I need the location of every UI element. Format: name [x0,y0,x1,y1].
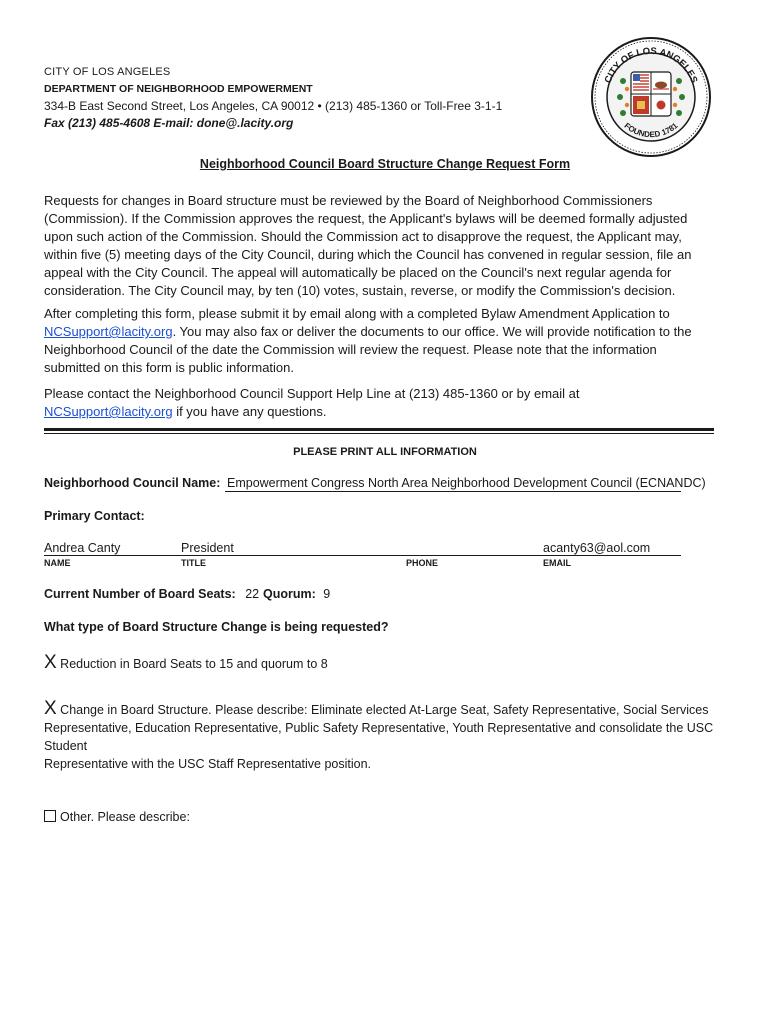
seal-text-bottom: FOUNDED 1781 [622,121,680,140]
council-name-field[interactable]: Empowerment Congress North Area Neighborhood Development Council (ECNANDC) [227,476,706,490]
board-seats-row [44,587,259,601]
change-type-question: What type of Board Structure Change is being requested? [44,620,389,634]
council-name-row: Neighborhood Council Name: [44,476,221,490]
seal-text-top: CITY OF LOS ANGELES [602,45,700,85]
council-name-label: Neighborhood Council Name [44,476,217,490]
primary-contact-label: Primary Contact: [44,509,145,523]
board-seats-value[interactable]: 22 [245,587,260,601]
other-checkbox-icon[interactable] [44,810,56,822]
contact-title-field[interactable]: President [181,541,234,555]
contact-email-field[interactable]: acanty63@aol.com [543,541,651,555]
change-text-line-3: Representative with the USC Staff Representative position. [44,757,372,771]
option-change-structure[interactable] [44,700,714,773]
letterhead [44,64,502,132]
board-seats-label: Current Number of Board Seats: [44,587,236,601]
phone-label: PHONE [406,558,439,568]
address-line: 334-B East Second Street, Los Angeles, CA 90012 • (213) 485-1360 or Toll-Free 3-1-1 [44,99,503,113]
intro-paragraph-3: Please contact the Neighborhood Council Support Help Line at (213) 485-1360 or by email at NCSupport@lacity.org if you have any questions. [44,386,580,419]
quorum-value[interactable]: 9 [323,587,331,601]
ncsupport-email-link[interactable]: NCSupport@lacity.org [44,324,173,339]
contact-name-field[interactable]: Andrea Canty [44,541,121,555]
reduction-checked-mark: X [44,652,57,673]
change-checked-mark: X [44,698,57,719]
change-text-line-2: Representative, Education Representative, Public Safety Representative, Youth Representative and consolidate the USC Student [44,721,714,753]
title-label: TITLE [181,558,206,568]
name-label: NAME [44,558,71,568]
other-text: Other. Please describe: [60,810,190,824]
option-reduction[interactable] [44,652,328,674]
fax-email-line: Fax (213) 485-4608 E-mail: done@.lacity.org [44,116,294,130]
council-name-underline [225,491,681,492]
option-other[interactable] [44,810,190,824]
contact-underline [44,555,681,556]
department-line: DEPARTMENT OF NEIGHBORHOOD EMPOWERMENT [44,83,313,95]
divider-rule-bottom [44,433,714,434]
quorum-row [263,587,330,601]
ncsupport-email-link-2[interactable]: NCSupport@lacity.org [44,404,173,419]
print-all-notice: PLEASE PRINT ALL INFORMATION [293,446,477,458]
intro-paragraph-1: Requests for changes in Board structure must be reviewed by the Board of Neighborhood Commissioners (Commission). If the Commission approves the request, the Applicant's bylaws will be deemed formally adjusted upon such action of the Commission. Should the Commission act to disapprove the request, the Applicant may, within five (5) meeting days of the City Council, during which the Council has convened in regular session, file an appeal with the City Council. The appeal will automatically be placed on the Council's next regular agenda for consideration. The City Council may, by ten (10) votes, sustain, reverse, or modify the Commission's decision. [44,193,692,298]
reduction-text: Reduction in Board Seats to 15 and quorum to 8 [60,657,328,671]
intro-paragraph-2: After completing this form, please submit it by email along with a completed Bylaw Amendment Application to NCSupport@lacity.org. You may also fax or deliver the documents to our office. We will provide notification to the Neighborhood Council of the date the Commission will review the request. Please note that the information submitted on this form is public information. [44,306,692,375]
city-line: CITY OF LOS ANGELES [44,66,171,78]
email-label: EMAIL [543,558,571,568]
quorum-label: Quorum: [263,587,316,601]
form-title: Neighborhood Council Board Structure Change Request Form [199,157,571,171]
change-text-line-1: Change in Board Structure. Please describe: Eliminate elected At-Large Seat, Safety Representative, Social Services [60,703,709,717]
divider-rule-top [44,428,714,431]
city-seal-icon [590,36,712,158]
